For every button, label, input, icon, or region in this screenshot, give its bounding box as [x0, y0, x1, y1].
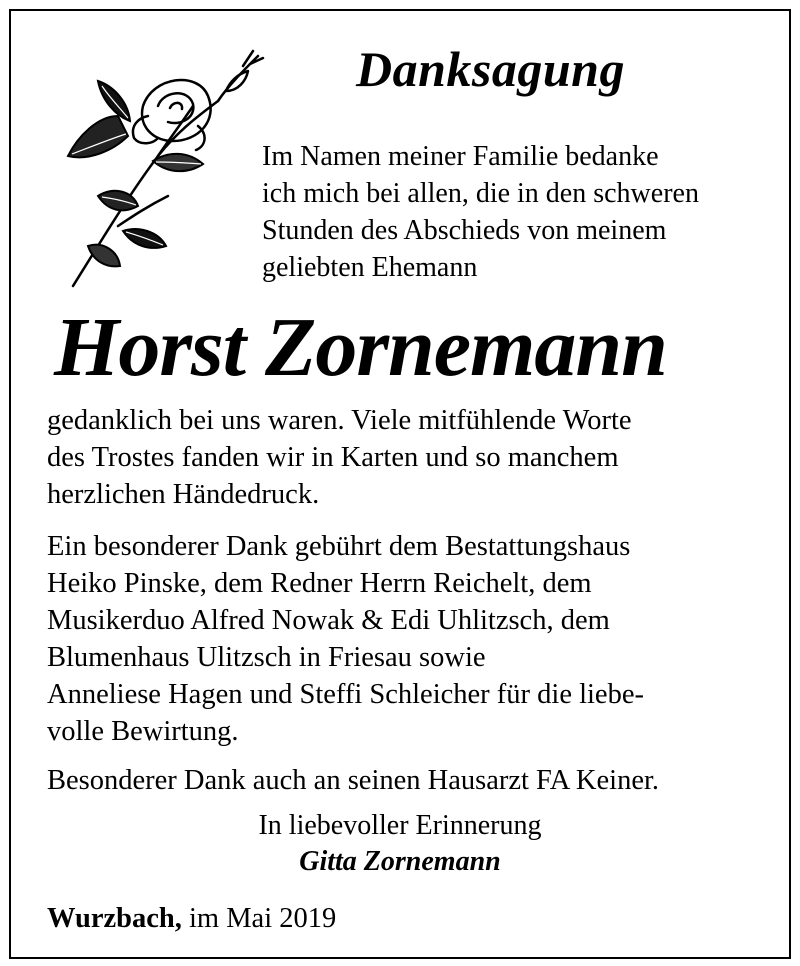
intro-line: Im Namen meiner Familie bedanke	[262, 141, 659, 172]
paragraph-line: volle Bewirtung.	[47, 716, 239, 747]
deceased-name: Horst Zornemann	[54, 301, 667, 394]
closing-phrase: In liebevoller Erinnerung	[258, 810, 542, 841]
paragraph-line: Musikerduo Alfred Nowak & Edi Uhlitzsch, dem	[47, 605, 610, 636]
paragraph-line: Heiko Pinske, dem Redner Herrn Reichelt, dem	[47, 568, 592, 599]
intro-line: geliebten Ehemann	[262, 252, 478, 283]
signature: Gitta Zornemann	[299, 846, 501, 877]
paragraph-line: gedanklich bei uns waren. Viele mitfühlende Worte	[47, 405, 632, 436]
paragraph-line: des Trostes fanden wir in Karten und so manchem	[47, 442, 619, 473]
paragraph-line: herzlichen Händedruck.	[47, 479, 320, 510]
title: Danksagung	[356, 41, 625, 97]
date: im Mai 2019	[189, 903, 337, 934]
paragraph-3: Besonderer Dank auch an seinen Hausarzt FA Keiner.	[47, 765, 660, 796]
intro-line: ich mich bei allen, die in den schweren	[262, 178, 699, 209]
paragraph-line: Blumenhaus Ulitzsch in Friesau sowie	[47, 642, 486, 673]
paragraph-line: Anneliese Hagen und Steffi Schleicher für die liebe-	[47, 679, 644, 710]
intro-text	[262, 138, 699, 286]
paragraph-line: Ein besonderer Dank gebührt dem Bestattungshaus	[47, 531, 631, 562]
intro-line: Stunden des Abschieds von meinem	[262, 215, 667, 246]
paragraph-1	[47, 402, 632, 513]
rose-icon	[58, 46, 268, 296]
place-date	[47, 903, 336, 935]
place: Wurzbach,	[47, 903, 182, 934]
paragraph-2	[47, 528, 644, 750]
